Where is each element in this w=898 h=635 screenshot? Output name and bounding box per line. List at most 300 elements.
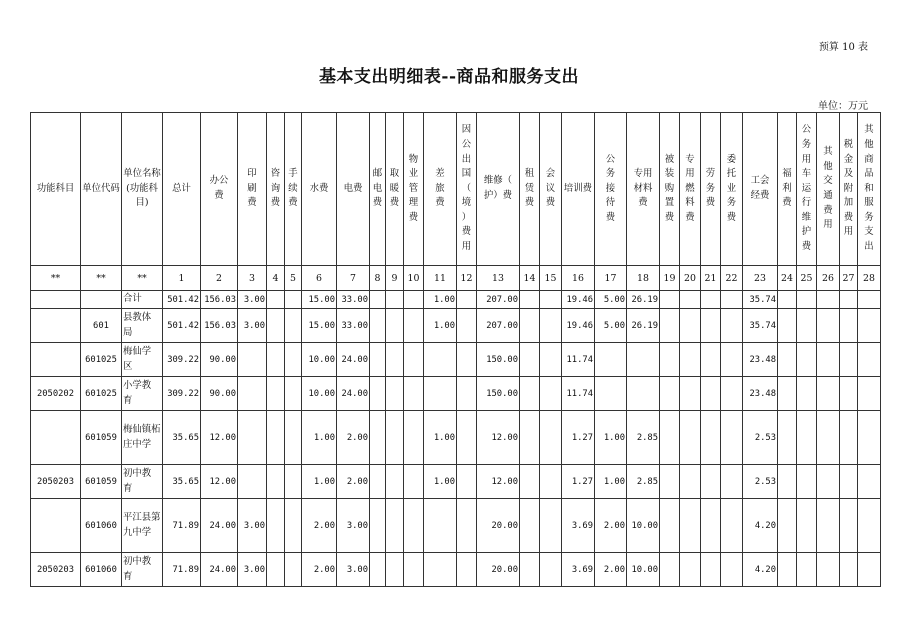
- table-cell: [386, 343, 404, 377]
- table-cell: [858, 465, 881, 499]
- table-cell: 合计: [122, 291, 163, 309]
- column-header: 被 装 购 置 费: [660, 113, 680, 266]
- table-cell: [404, 309, 424, 343]
- column-number: 3: [238, 266, 267, 291]
- table-cell: 10.00: [627, 553, 660, 587]
- table-cell: [840, 343, 858, 377]
- table-cell: 1.00: [302, 465, 337, 499]
- table-cell: [817, 553, 840, 587]
- table-cell: 23.48: [743, 377, 778, 411]
- column-number: 7: [337, 266, 370, 291]
- column-number: 28: [858, 266, 881, 291]
- table-cell: 2.00: [302, 499, 337, 553]
- column-number: 1: [163, 266, 201, 291]
- table-cell: [370, 465, 386, 499]
- table-cell: [778, 309, 797, 343]
- table-cell: [386, 309, 404, 343]
- table-cell: [858, 377, 881, 411]
- column-number: 13: [477, 266, 520, 291]
- table-cell: [520, 291, 540, 309]
- table-cell: 309.22: [163, 343, 201, 377]
- table-cell: [858, 499, 881, 553]
- column-header: 专 用 燃 料 费: [680, 113, 701, 266]
- table-cell: [285, 377, 302, 411]
- table-cell: [840, 309, 858, 343]
- table-cell: [797, 291, 817, 309]
- table-row: [31, 309, 881, 343]
- table-cell: [721, 553, 743, 587]
- table-cell: 24.00: [337, 343, 370, 377]
- table-cell: 601059: [81, 465, 122, 499]
- table-cell: [386, 465, 404, 499]
- table-cell: 10.00: [627, 499, 660, 553]
- table-cell: [540, 499, 562, 553]
- column-header: 功能科目: [31, 113, 81, 266]
- table-cell: 19.46: [562, 291, 595, 309]
- table-cell: [778, 377, 797, 411]
- table-cell: 35.74: [743, 291, 778, 309]
- column-header: 会 议 费: [540, 113, 562, 266]
- table-cell: [680, 553, 701, 587]
- table-cell: [817, 343, 840, 377]
- table-cell: [370, 553, 386, 587]
- column-header: 取 暖 费: [386, 113, 404, 266]
- table-cell: [797, 309, 817, 343]
- table-cell: 71.89: [163, 499, 201, 553]
- table-cell: [797, 343, 817, 377]
- table-cell: 县教体 局: [122, 309, 163, 343]
- column-header: 差 旅 费: [424, 113, 457, 266]
- table-cell: 501.42: [163, 309, 201, 343]
- table-cell: [701, 465, 721, 499]
- column-number: 23: [743, 266, 778, 291]
- table-cell: [840, 291, 858, 309]
- column-number: 2: [201, 266, 238, 291]
- table-cell: 1.00: [595, 411, 627, 465]
- table-cell: [404, 553, 424, 587]
- table-cell: [680, 411, 701, 465]
- table-cell: 2050203: [31, 465, 81, 499]
- table-cell: 3.00: [337, 499, 370, 553]
- column-number: **: [81, 266, 122, 291]
- column-number: 22: [721, 266, 743, 291]
- table-cell: 207.00: [477, 291, 520, 309]
- table-cell: 601025: [81, 377, 122, 411]
- table-cell: [701, 411, 721, 465]
- table-cell: 1.00: [424, 465, 457, 499]
- table-cell: [520, 377, 540, 411]
- table-cell: [457, 291, 477, 309]
- column-header: 税 金 及 附 加 费 用: [840, 113, 858, 266]
- table-cell: [540, 291, 562, 309]
- table-cell: 12.00: [201, 411, 238, 465]
- table-cell: [797, 499, 817, 553]
- table-cell: 2.00: [337, 465, 370, 499]
- table-cell: [778, 553, 797, 587]
- column-number: 11: [424, 266, 457, 291]
- table-cell: [285, 291, 302, 309]
- table-cell: [267, 465, 285, 499]
- table-cell: [267, 309, 285, 343]
- table-cell: [680, 499, 701, 553]
- table-cell: 35.65: [163, 465, 201, 499]
- table-cell: [778, 499, 797, 553]
- table-cell: [721, 411, 743, 465]
- column-header: 因 公 出 国 （ 境 ） 费 用: [457, 113, 477, 266]
- table-cell: 11.74: [562, 377, 595, 411]
- table-cell: 33.00: [337, 309, 370, 343]
- table-cell: 35.65: [163, 411, 201, 465]
- table-cell: [778, 291, 797, 309]
- table-cell: [404, 377, 424, 411]
- column-header: 单位代码: [81, 113, 122, 266]
- column-number: 20: [680, 266, 701, 291]
- table-cell: [627, 377, 660, 411]
- table-cell: 小学教 育: [122, 377, 163, 411]
- table-cell: [680, 377, 701, 411]
- table-cell: [267, 499, 285, 553]
- column-header: 劳 务 费: [701, 113, 721, 266]
- column-header: 电费: [337, 113, 370, 266]
- column-number: 27: [840, 266, 858, 291]
- table-cell: 1.27: [562, 411, 595, 465]
- table-cell: [370, 343, 386, 377]
- table-cell: 1.00: [302, 411, 337, 465]
- table-cell: [386, 377, 404, 411]
- table-cell: 10.00: [302, 377, 337, 411]
- table-cell: [721, 499, 743, 553]
- column-header: 咨 询 费: [267, 113, 285, 266]
- table-cell: [660, 377, 680, 411]
- table-cell: [370, 499, 386, 553]
- column-number: 16: [562, 266, 595, 291]
- table-cell: [386, 291, 404, 309]
- table-cell: [540, 465, 562, 499]
- table-cell: [721, 291, 743, 309]
- column-number: 4: [267, 266, 285, 291]
- table-cell: [840, 465, 858, 499]
- table-cell: [660, 553, 680, 587]
- table-cell: 501.42: [163, 291, 201, 309]
- table-cell: [660, 343, 680, 377]
- table-cell: [595, 343, 627, 377]
- column-header: 租 赁 费: [520, 113, 540, 266]
- column-number: 21: [701, 266, 721, 291]
- table-cell: [520, 343, 540, 377]
- table-cell: 10.00: [302, 343, 337, 377]
- column-header: 公 务 接 待 费: [595, 113, 627, 266]
- table-cell: [680, 343, 701, 377]
- column-number: 19: [660, 266, 680, 291]
- table-row: [31, 291, 881, 309]
- table-cell: [267, 411, 285, 465]
- table-row: [31, 465, 881, 499]
- table-cell: [520, 465, 540, 499]
- table-cell: [540, 411, 562, 465]
- table-cell: [238, 411, 267, 465]
- table-cell: [817, 411, 840, 465]
- table-cell: 3.00: [238, 291, 267, 309]
- table-row: [31, 499, 881, 553]
- table-cell: [404, 499, 424, 553]
- table-cell: 梅仙镇柘 庄中学: [122, 411, 163, 465]
- table-cell: [267, 377, 285, 411]
- table-cell: 26.19: [627, 291, 660, 309]
- table-cell: [817, 377, 840, 411]
- table-cell: [404, 465, 424, 499]
- table-cell: 90.00: [201, 377, 238, 411]
- table-cell: 24.00: [201, 553, 238, 587]
- column-header: 工会 经费: [743, 113, 778, 266]
- header-row: [31, 113, 881, 266]
- table-cell: 初中教 育: [122, 465, 163, 499]
- table-cell: 2.00: [302, 553, 337, 587]
- table-row: [31, 377, 881, 411]
- column-number: 6: [302, 266, 337, 291]
- table-cell: [778, 411, 797, 465]
- table-cell: [721, 465, 743, 499]
- table-cell: [540, 343, 562, 377]
- column-header: 专用 材料 费: [627, 113, 660, 266]
- column-number: 25: [797, 266, 817, 291]
- column-number: 17: [595, 266, 627, 291]
- table-cell: 90.00: [201, 343, 238, 377]
- table-cell: [721, 309, 743, 343]
- table-cell: 2.00: [337, 411, 370, 465]
- table-cell: 26.19: [627, 309, 660, 343]
- column-header: 物 业 管 理 费: [404, 113, 424, 266]
- table-cell: [424, 553, 457, 587]
- table-cell: [520, 499, 540, 553]
- table-cell: [817, 291, 840, 309]
- table-cell: 71.89: [163, 553, 201, 587]
- table-cell: [540, 553, 562, 587]
- table-cell: 1.00: [595, 465, 627, 499]
- table-cell: 3.69: [562, 499, 595, 553]
- column-header: 邮 电 费: [370, 113, 386, 266]
- column-number: 14: [520, 266, 540, 291]
- table-cell: [520, 411, 540, 465]
- table-cell: [840, 499, 858, 553]
- table-cell: 2.00: [595, 499, 627, 553]
- table-cell: [457, 465, 477, 499]
- table-cell: [840, 377, 858, 411]
- table-cell: [721, 343, 743, 377]
- table-cell: [778, 343, 797, 377]
- table-cell: [817, 499, 840, 553]
- table-cell: [660, 291, 680, 309]
- expense-detail-table: [30, 112, 881, 587]
- table-cell: 3.00: [337, 553, 370, 587]
- column-number: 18: [627, 266, 660, 291]
- table-cell: [238, 465, 267, 499]
- table-cell: [858, 309, 881, 343]
- table-cell: 2050202: [31, 377, 81, 411]
- table-cell: 1.00: [424, 411, 457, 465]
- table-cell: [238, 343, 267, 377]
- table-cell: 15.00: [302, 309, 337, 343]
- column-number: 9: [386, 266, 404, 291]
- table-cell: 156.03: [201, 291, 238, 309]
- table-cell: [31, 309, 81, 343]
- table-cell: [840, 411, 858, 465]
- column-header: 委 托 业 务 费: [721, 113, 743, 266]
- table-cell: [701, 291, 721, 309]
- column-header: 维修（ 护）费: [477, 113, 520, 266]
- table-cell: [858, 343, 881, 377]
- table-cell: 1.00: [424, 291, 457, 309]
- table-cell: 4.20: [743, 553, 778, 587]
- table-cell: [457, 309, 477, 343]
- table-cell: [285, 343, 302, 377]
- table-cell: [31, 343, 81, 377]
- table-cell: [404, 411, 424, 465]
- column-header: 水费: [302, 113, 337, 266]
- column-header: 办公 费: [201, 113, 238, 266]
- table-cell: [797, 553, 817, 587]
- table-cell: [701, 377, 721, 411]
- column-number: 8: [370, 266, 386, 291]
- table-cell: [267, 343, 285, 377]
- table-cell: 3.69: [562, 553, 595, 587]
- table-cell: [595, 377, 627, 411]
- table-row: [31, 553, 881, 587]
- table-cell: [680, 309, 701, 343]
- table-cell: [31, 411, 81, 465]
- table-cell: 2.85: [627, 411, 660, 465]
- table-cell: [285, 411, 302, 465]
- table-cell: 2.00: [595, 553, 627, 587]
- column-header: 培训费: [562, 113, 595, 266]
- table-cell: [81, 291, 122, 309]
- table-cell: 初中教 育: [122, 553, 163, 587]
- table-cell: [424, 377, 457, 411]
- table-cell: [386, 499, 404, 553]
- table-cell: [370, 291, 386, 309]
- column-number: 15: [540, 266, 562, 291]
- column-number: 10: [404, 266, 424, 291]
- table-cell: 2.85: [627, 465, 660, 499]
- table-cell: [457, 499, 477, 553]
- unit-label: 单位：万元: [818, 101, 868, 112]
- table-cell: [520, 309, 540, 343]
- table-cell: [660, 499, 680, 553]
- table-cell: [285, 465, 302, 499]
- table-cell: [404, 343, 424, 377]
- table-cell: 4.20: [743, 499, 778, 553]
- table-cell: 12.00: [477, 411, 520, 465]
- table-row: [31, 411, 881, 465]
- table-cell: [457, 553, 477, 587]
- table-cell: [540, 309, 562, 343]
- table-cell: 309.22: [163, 377, 201, 411]
- table-cell: 11.74: [562, 343, 595, 377]
- table-cell: 3.00: [238, 553, 267, 587]
- table-cell: [404, 291, 424, 309]
- table-cell: [701, 309, 721, 343]
- column-header: 其 他 交 通 费 用: [817, 113, 840, 266]
- table-cell: 24.00: [337, 377, 370, 411]
- table-cell: [627, 343, 660, 377]
- table-cell: 5.00: [595, 309, 627, 343]
- table-cell: [386, 411, 404, 465]
- table-cell: [858, 411, 881, 465]
- table-cell: [680, 291, 701, 309]
- table-cell: 1.00: [424, 309, 457, 343]
- table-cell: [660, 309, 680, 343]
- column-header: 单位名称 (功能科 目): [122, 113, 163, 266]
- table-cell: 5.00: [595, 291, 627, 309]
- table-cell: [701, 499, 721, 553]
- table-cell: 梅仙学 区: [122, 343, 163, 377]
- table-cell: [778, 465, 797, 499]
- table-cell: [370, 411, 386, 465]
- column-number: **: [31, 266, 81, 291]
- table-cell: 601: [81, 309, 122, 343]
- table-cell: 207.00: [477, 309, 520, 343]
- table-cell: [457, 411, 477, 465]
- table-cell: 1.27: [562, 465, 595, 499]
- column-number: 5: [285, 266, 302, 291]
- table-cell: 33.00: [337, 291, 370, 309]
- table-cell: [285, 553, 302, 587]
- table-cell: [424, 343, 457, 377]
- table-cell: [370, 309, 386, 343]
- table-cell: 19.46: [562, 309, 595, 343]
- table-cell: 150.00: [477, 343, 520, 377]
- column-header: 手 续 费: [285, 113, 302, 266]
- table-cell: [285, 309, 302, 343]
- table-cell: 12.00: [477, 465, 520, 499]
- table-cell: [660, 411, 680, 465]
- table-cell: 3.00: [238, 499, 267, 553]
- table-cell: [31, 499, 81, 553]
- column-header: 公 务 用 车 运 行 维 护 费: [797, 113, 817, 266]
- column-header: 印 刷 费: [238, 113, 267, 266]
- column-header: 其 他 商 品 和 服 务 支 出: [858, 113, 881, 266]
- table-cell: [797, 377, 817, 411]
- table-cell: [840, 553, 858, 587]
- table-cell: [858, 291, 881, 309]
- table-cell: 12.00: [201, 465, 238, 499]
- table-cell: 24.00: [201, 499, 238, 553]
- table-body: [31, 291, 881, 587]
- column-number: 12: [457, 266, 477, 291]
- table-cell: 2.53: [743, 411, 778, 465]
- table-cell: [457, 343, 477, 377]
- table-cell: [721, 377, 743, 411]
- table-cell: [31, 291, 81, 309]
- table-cell: [285, 499, 302, 553]
- table-cell: [817, 465, 840, 499]
- table-cell: 150.00: [477, 377, 520, 411]
- table-cell: [267, 553, 285, 587]
- table-cell: 15.00: [302, 291, 337, 309]
- column-header: 福 利 费: [778, 113, 797, 266]
- table-cell: 2.53: [743, 465, 778, 499]
- table-cell: [701, 343, 721, 377]
- table-cell: [817, 309, 840, 343]
- column-number-row: [31, 266, 881, 291]
- table-cell: 3.00: [238, 309, 267, 343]
- table-cell: 20.00: [477, 553, 520, 587]
- table-cell: 20.00: [477, 499, 520, 553]
- table-cell: [386, 553, 404, 587]
- table-cell: [797, 465, 817, 499]
- column-header: 总计: [163, 113, 201, 266]
- table-cell: 601059: [81, 411, 122, 465]
- column-number: 24: [778, 266, 797, 291]
